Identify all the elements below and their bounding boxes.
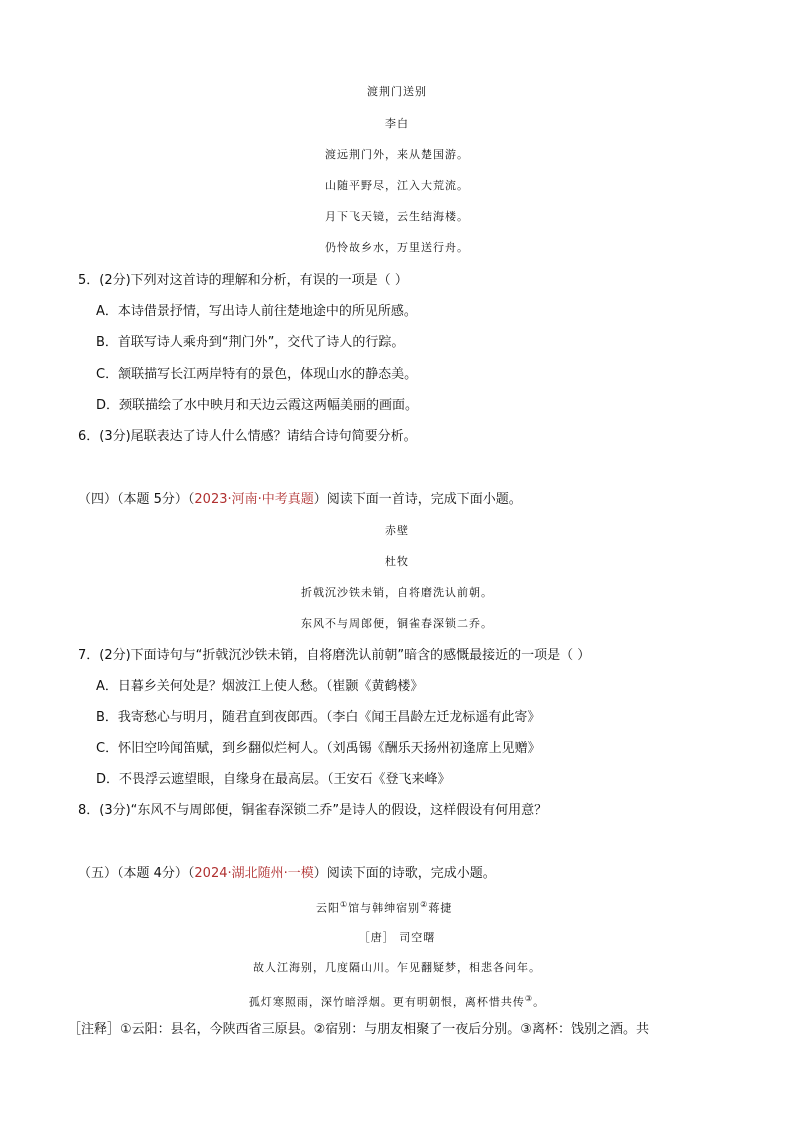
option-c: C．怀旧空吟闻笛赋，到乡翻似烂柯人。（刘禹锡《酬乐天扬州初逢席上见赠》 [96, 741, 541, 756]
question-stem: 5．(2分)下列对这首诗的理解和分析，有误的一项是（ ） [78, 273, 408, 288]
poem-line: 折戟沉沙铁未销，自将磨洗认前朝。 [301, 586, 493, 599]
poem-title: 云阳①馆与韩绅宿别②蒋捷 [316, 900, 453, 915]
section-header [78, 490, 522, 510]
poem-line: 故人江海别，几度隔山川。乍见翻疑梦，相悲各问年。 [253, 961, 541, 974]
source-tag: 2023·河南·中考真题 [194, 492, 314, 507]
footnote-marker: ③ [524, 994, 534, 1003]
option-b: B．首联写诗人乘舟到“荆门外”，交代了诗人的行踪。 [96, 335, 405, 350]
option-d: D．颈联描绘了水中映月和天边云霞这两幅美丽的画面。 [96, 398, 419, 413]
source-tag: 2024·湖北随州·一模 [194, 866, 314, 881]
poem-author: 李白 [385, 117, 409, 130]
poem-line: 仍怜故乡水，万里送行舟。 [325, 241, 469, 254]
poem-line: 山随平野尽，江入大荒流。 [325, 179, 469, 192]
poem-author: ［唐］ 司空曙 [358, 931, 436, 944]
poem-title: 渡荆门送别 [367, 85, 427, 98]
poem-author: 杜牧 [385, 555, 409, 568]
section-prefix: （五）（本题 4分）（ [78, 866, 195, 881]
option-a: A．日暮乡关何处是？烟波江上使人愁。（崔颢《黄鹤楼》 [96, 679, 424, 694]
poem-line: 孤灯寒照雨，深竹暗浮烟。更有明朝恨，离杯惜共传③。 [248, 994, 546, 1009]
section-prefix: （四）（本题 5分）（ [78, 492, 195, 507]
option-a: A．本诗借景抒情，写出诗人前往楚地途中的所见所感。 [96, 304, 417, 319]
section-suffix: ）阅读下面一首诗，完成下面小题。 [313, 492, 522, 507]
question-stem: 6．(3分)尾联表达了诗人什么情感？请结合诗句简要分析。 [78, 429, 417, 444]
poem-line: 渡远荆门外，来从楚国游。 [325, 148, 469, 161]
footnote-marker: ① [340, 900, 349, 909]
footnote-marker: ② [420, 900, 429, 909]
option-b: B．我寄愁心与明月，随君直到夜郎西。（李白《闻王昌龄左迁龙标遥有此寄》 [96, 710, 541, 725]
option-c: C．颔联描写长江两岸特有的景色，体现山水的静态美。 [96, 367, 418, 382]
option-d: D．不畏浮云遮望眼，自缘身在最高层。（王安石《登飞来峰》 [96, 772, 451, 787]
section-header [78, 864, 496, 884]
poem-line: 东风不与周郎便，铜雀春深锁二乔。 [301, 617, 493, 630]
annotation-note: ［注释］①云阳：县名，今陕西省三原县。②宿别：与朋友相聚了一夜后分别。③离杯：饯别之酒。共 [68, 1022, 649, 1037]
poem-title: 赤壁 [385, 524, 409, 537]
section-suffix: ）阅读下面的诗歌，完成小题。 [313, 866, 496, 881]
question-stem: 7．(2分)下面诗句与“折戟沉沙铁未销，自将磨洗认前朝”暗含的感慨最接近的一项是（ ） [78, 648, 591, 663]
question-stem: 8．(3分)“东风不与周郎便，铜雀春深锁二乔”是诗人的假设，这样假设有何用意？ [78, 803, 548, 818]
poem-line: 月下飞天镜，云生结海楼。 [325, 210, 469, 223]
